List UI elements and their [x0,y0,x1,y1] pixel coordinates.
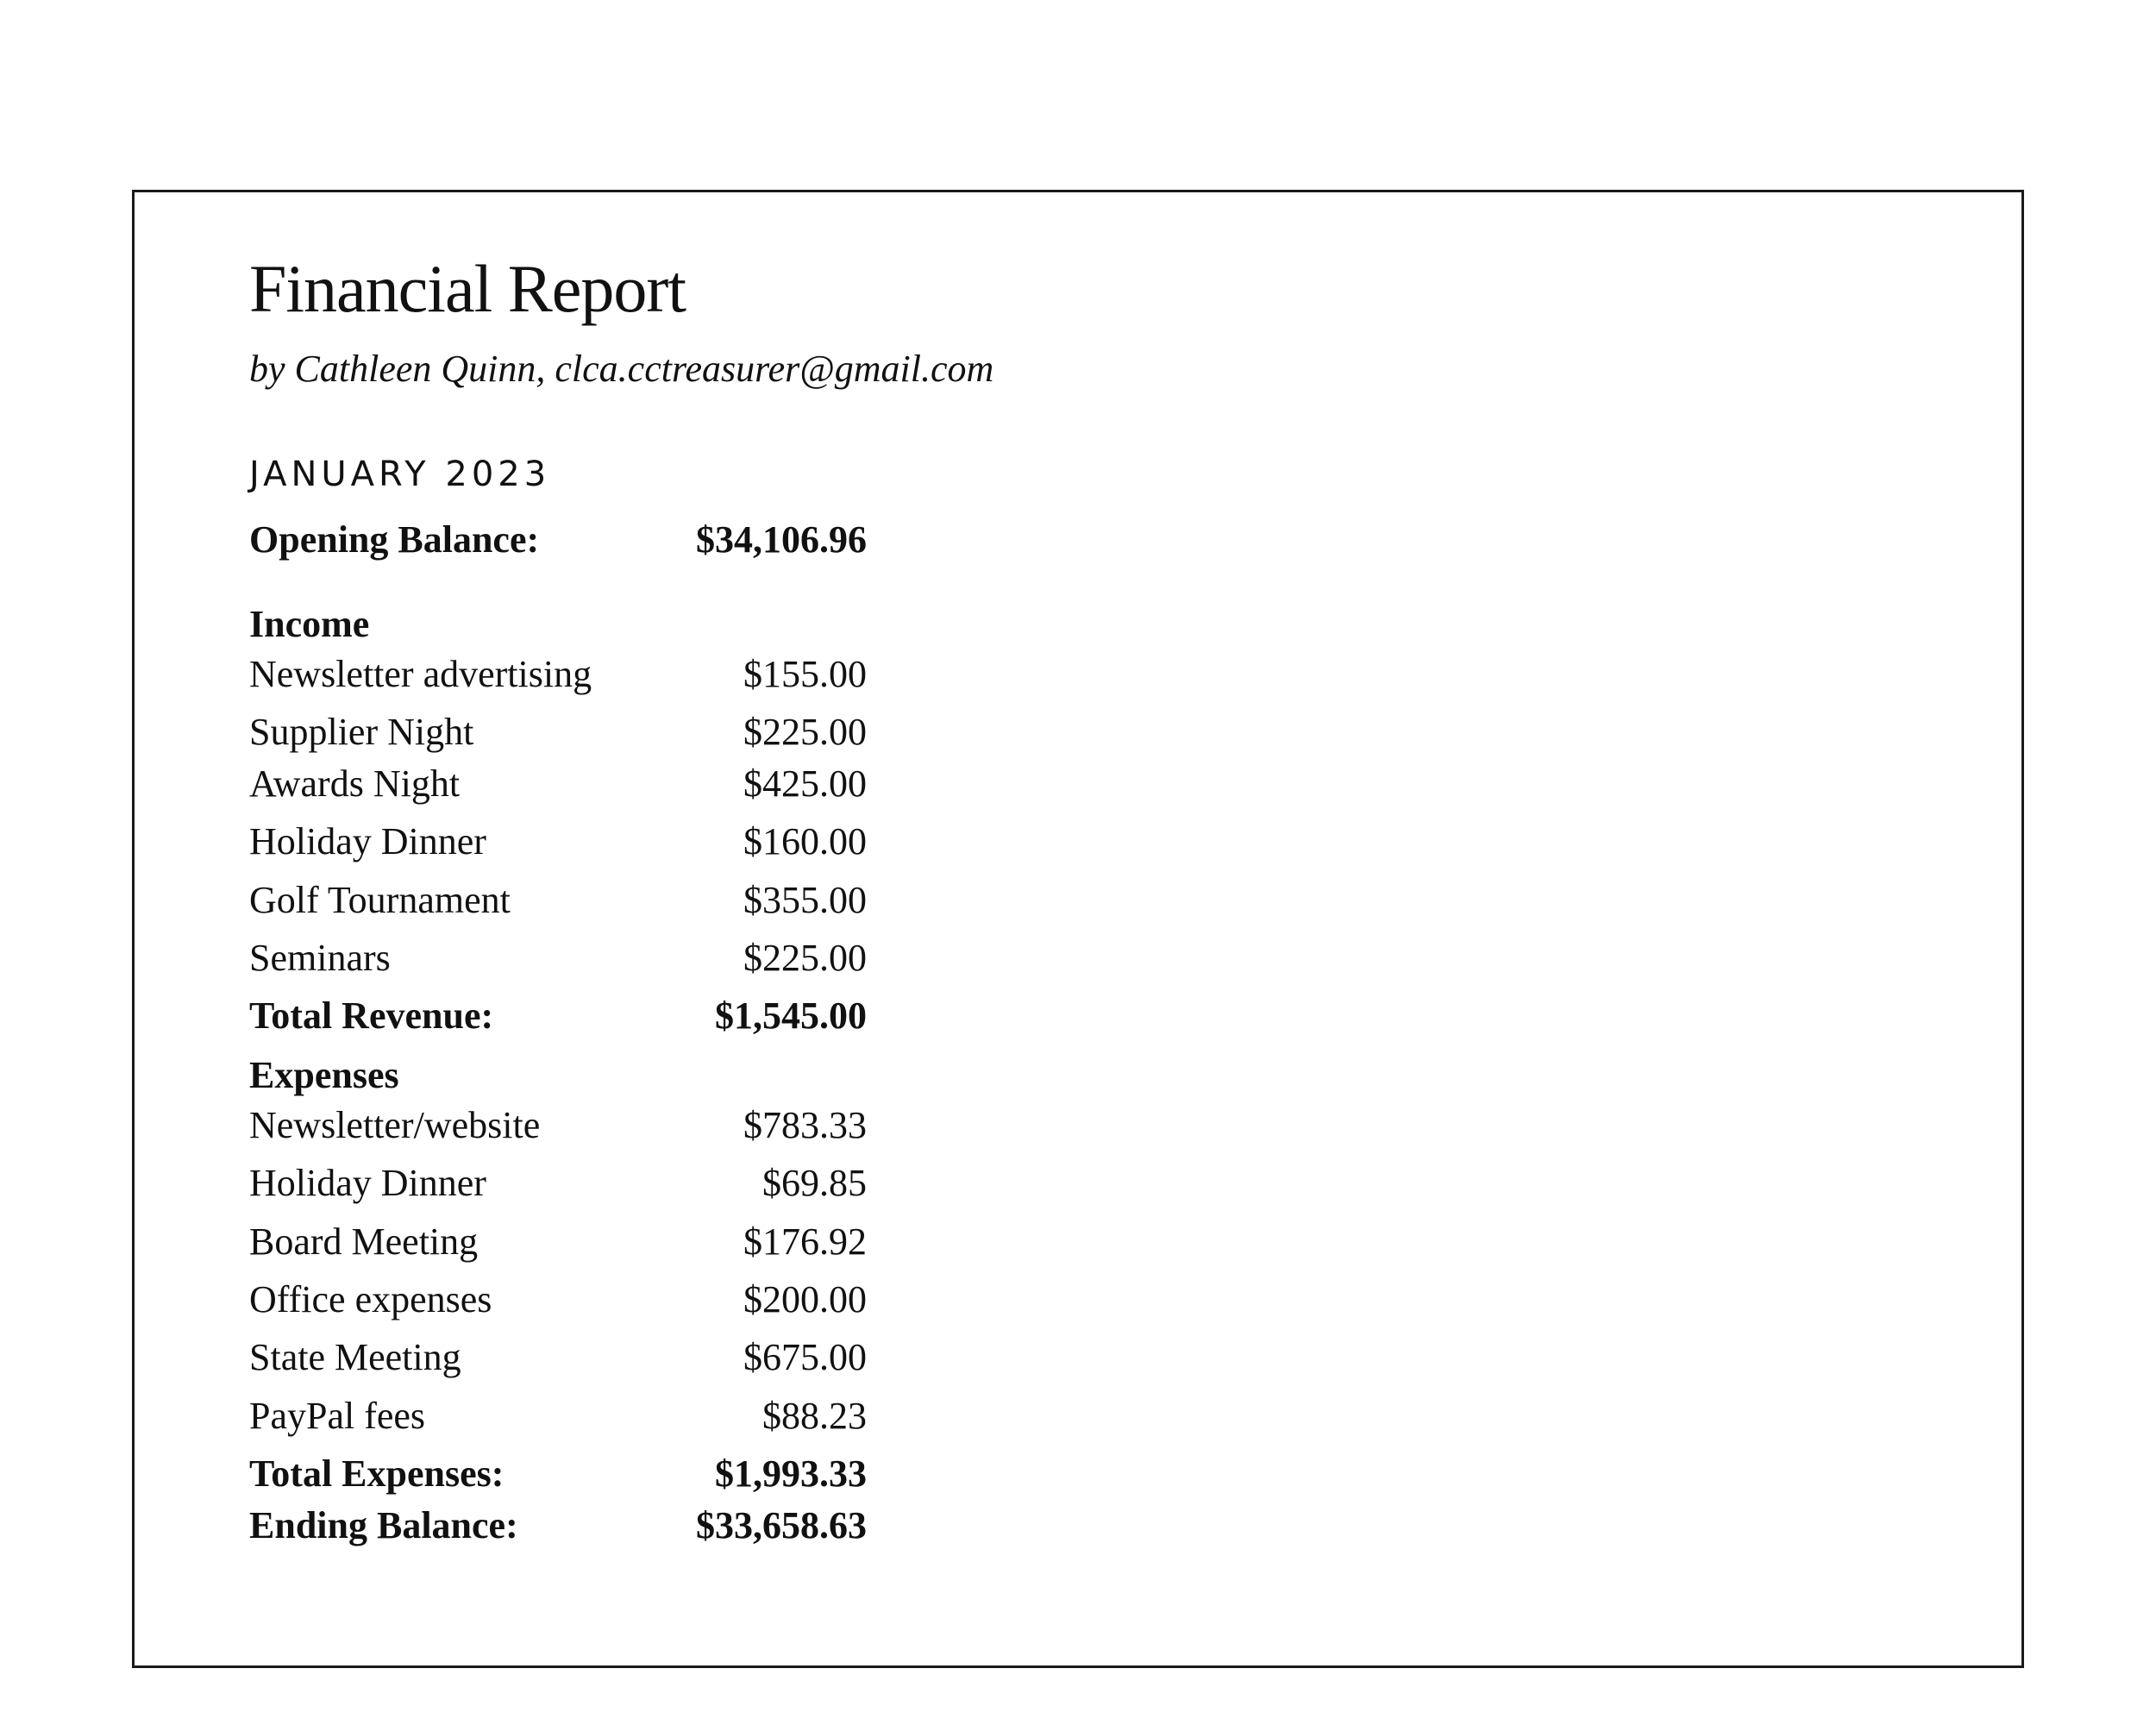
ending-balance-amount: $33,658.63 [696,1504,867,1546]
income-item-amount: $225.00 [743,711,867,753]
expense-row [249,1392,867,1440]
expense-item-label: Holiday Dinner [249,1162,486,1204]
income-item-label: Supplier Night [249,711,474,753]
expense-row [249,1333,867,1382]
income-row [249,934,867,982]
report-frame [132,190,2024,1668]
income-item-label: Seminars [249,937,391,979]
ending-balance-row [249,1502,867,1550]
income-item-label: Golf Tournament [249,879,511,921]
total-revenue-row [249,992,867,1040]
expense-item-label: Board Meeting [249,1220,479,1263]
opening-balance-amount: $34,106.96 [696,518,867,561]
income-row [249,708,867,756]
expense-item-amount: $69.85 [762,1162,867,1204]
income-row [249,650,867,699]
page-title: Financial Report [249,251,686,326]
income-item-amount: $155.00 [743,653,867,695]
expense-row [249,1276,867,1324]
expense-item-label: Office expenses [249,1278,492,1320]
expense-item-amount: $783.33 [743,1104,867,1146]
expense-row [249,1101,867,1150]
income-item-amount: $160.00 [743,820,867,862]
expense-row [249,1218,867,1266]
income-row [249,760,867,808]
income-item-label: Holiday Dinner [249,820,486,862]
expense-item-amount: $176.92 [743,1220,867,1263]
expense-item-label: State Meeting [249,1336,461,1378]
expense-row [249,1159,867,1208]
byline: by Cathleen Quinn, clca.cctreasurer@gmail.com [249,348,994,390]
income-item-amount: $425.00 [743,762,867,805]
opening-balance-label: Opening Balance: [249,518,540,561]
income-row [249,818,867,866]
expense-item-label: Newsletter/website [249,1104,541,1146]
total-expenses-label: Total Expenses: [249,1452,505,1495]
expense-item-amount: $200.00 [743,1278,867,1320]
expenses-heading-label: Expenses [249,1054,399,1096]
expense-item-label: PayPal fees [249,1395,426,1437]
ending-balance-label: Ending Balance: [249,1504,518,1546]
total-expenses-amount: $1,993.33 [715,1452,867,1495]
income-row [249,876,867,925]
income-heading [249,600,867,649]
opening-balance-row [249,516,867,564]
expenses-heading [249,1051,867,1100]
expense-item-amount: $675.00 [743,1336,867,1378]
income-item-label: Awards Night [249,762,461,805]
total-revenue-label: Total Revenue: [249,994,494,1037]
income-item-amount: $355.00 [743,879,867,921]
total-expenses-row [249,1450,867,1498]
income-item-amount: $225.00 [743,937,867,979]
income-heading-label: Income [249,603,370,645]
income-item-label: Newsletter advertising [249,653,592,695]
report-month: JANUARY 2023 [249,455,551,494]
expense-item-amount: $88.23 [762,1395,867,1437]
total-revenue-amount: $1,545.00 [715,994,867,1037]
